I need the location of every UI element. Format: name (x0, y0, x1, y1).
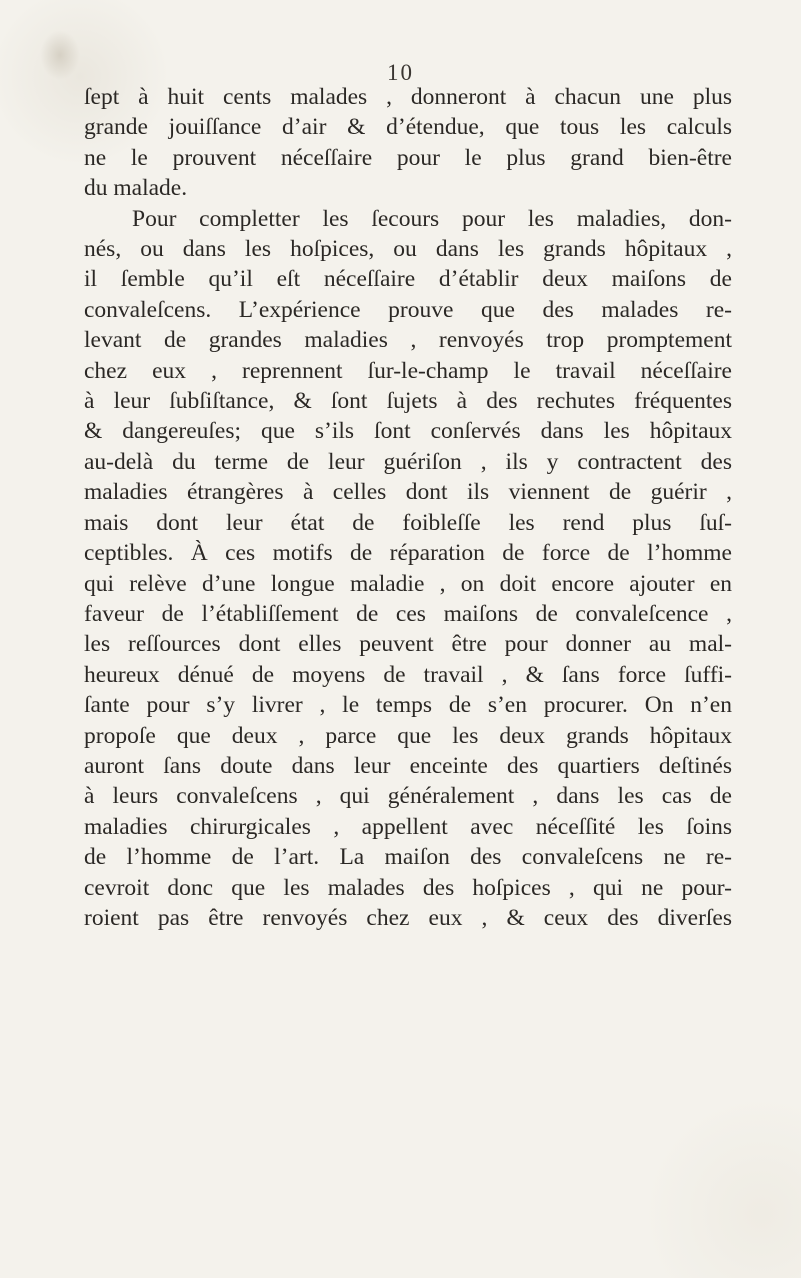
text-line: & dangereuſes; que s’ils ſont conſervés dans les hôpitaux (84, 418, 732, 445)
text-line: auront ſans doute dans leur enceinte des quartiers deſtinés (84, 752, 732, 779)
text-line: du malade. (84, 175, 188, 202)
text-line: faveur de l’établiſſement de ces maiſons de convaleſcence , (84, 600, 732, 627)
text-line: levant de grandes maladies , renvoyés trop promptement (84, 327, 732, 354)
text-line: à leurs convaleſcens , qui généralement , dans les cas de (84, 783, 732, 810)
text-line: nés, ou dans les hoſpices, ou dans les grands hôpitaux , (84, 236, 732, 263)
body-text (84, 82, 732, 933)
text-line: cevroit donc que les malades des hoſpices , qui ne pour- (84, 874, 732, 901)
page-number: 10 (387, 60, 414, 85)
text-line: ne le prouvent néceſſaire pour le plus grand bien-être (84, 144, 732, 171)
text-line: ſept à huit cents malades , donneront à chacun une plus (84, 84, 732, 110)
text-line: grande jouiſſance d’air & d’étendue, que tous les calculs (84, 114, 732, 141)
text-line: mais dont leur état de foibleſſe les rend plus ſuſ- (84, 509, 732, 536)
text-line: propoſe que deux , parce que les deux grands hôpitaux (84, 722, 732, 749)
text-line: Pour completter les ſecours pour les maladies, don- (132, 205, 732, 232)
text-line: à leur ſubſiſtance, & ſont ſujets à des rechutes fréquentes (84, 388, 732, 415)
text-line: heureux dénué de moyens de travail , & ſans force ſuffi- (84, 661, 732, 688)
text-line: chez eux , reprennent ſur-le-champ le travail néceſſaire (84, 357, 732, 384)
text-line: convaleſcens. L’expérience prouve que des malades re- (84, 296, 732, 323)
text-line: ſante pour s’y livrer , le temps de s’en procurer. On n’en (84, 692, 732, 719)
text-line: il ſemble qu’il eſt néceſſaire d’établir deux maiſons de (84, 266, 732, 293)
text-line: de l’homme de l’art. La maiſon des convaleſcens ne re- (84, 844, 732, 871)
text-line: maladies étrangères à celles dont ils viennent de guérir , (84, 479, 732, 506)
text-line: les reſſources dont elles peuvent être pour donner au mal- (84, 631, 732, 658)
text-line: roient pas être renvoyés chez eux , & ceux des diverſes (84, 904, 732, 931)
text-line: maladies chirurgicales , appellent avec néceſſité les ſoins (84, 813, 732, 840)
text-line: ceptibles. À ces motifs de réparation de force de l’homme (84, 540, 732, 567)
text-line: qui relève d’une longue maladie , on doit encore ajouter en (84, 570, 732, 597)
text-line: au-delà du terme de leur guériſon , ils y contractent des (84, 448, 732, 475)
